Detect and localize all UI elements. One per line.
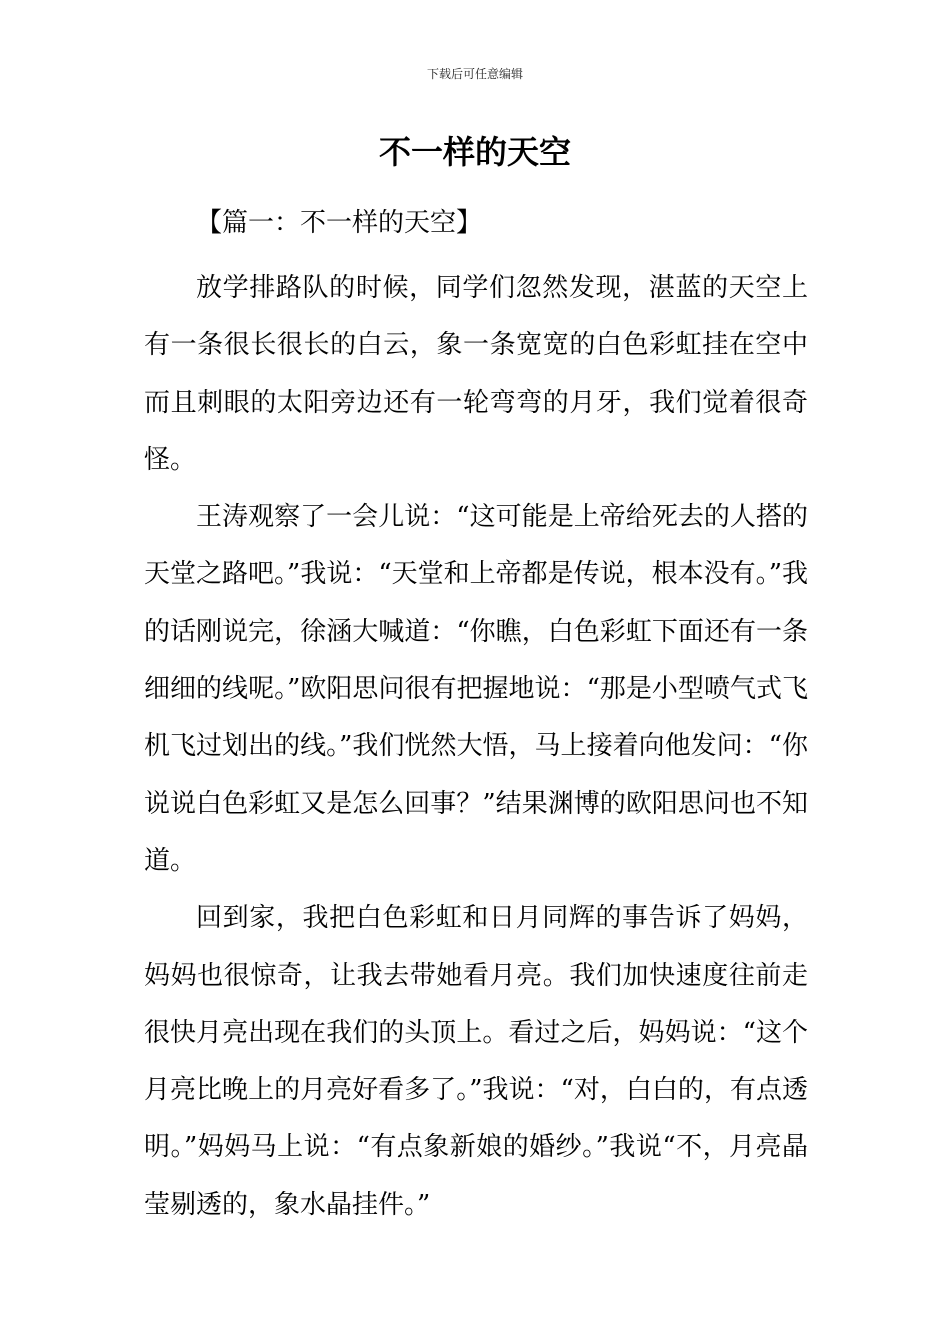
- document-title: 不一样的天空: [378, 133, 571, 171]
- section-heading: 【篇一：不一样的天空】: [196, 208, 483, 238]
- document-body: [144, 260, 808, 1234]
- header-note: 下载后可任意编辑: [426, 67, 523, 81]
- paragraph-2: 王涛观察了一会儿说：“这可能是上帝给死去的人搭的天堂之路吧。”我说：“天堂和上帝都是传说，根本没有。”我的话刚说完，徐涵大喊道：“你瞧，白色彩虹下面还有一条细细的线呢。”欧阳思问很有把握地说：“那是小型喷气式飞机飞过划出的线。”我们恍然大悟，马上接着向他发问：“你说说白色彩虹又是怎么回事？”结果渊博的欧阳思问也不知道。: [144, 502, 808, 876]
- paragraph-3: 回到家，我把白色彩虹和日月同辉的事告诉了妈妈，妈妈也很惊奇，让我去带她看月亮。我们加快速度往前走很快月亮出现在我们的头顶上。看过之后，妈妈说：“这个月亮比晚上的月亮好看多了。”我说：“对，白白的，有点透明。”妈妈马上说：“有点象新娘的婚纱。”我说“不，月亮晶莹剔透的，象水晶挂件。”: [144, 903, 808, 1220]
- paragraph-1: 放学排路队的时候，同学们忽然发现，湛蓝的天空上有一条很长很长的白云，象一条宽宽的白色彩虹挂在空中而且刺眼的太阳旁边还有一轮弯弯的月牙，我们觉着很奇怪。: [144, 273, 808, 475]
